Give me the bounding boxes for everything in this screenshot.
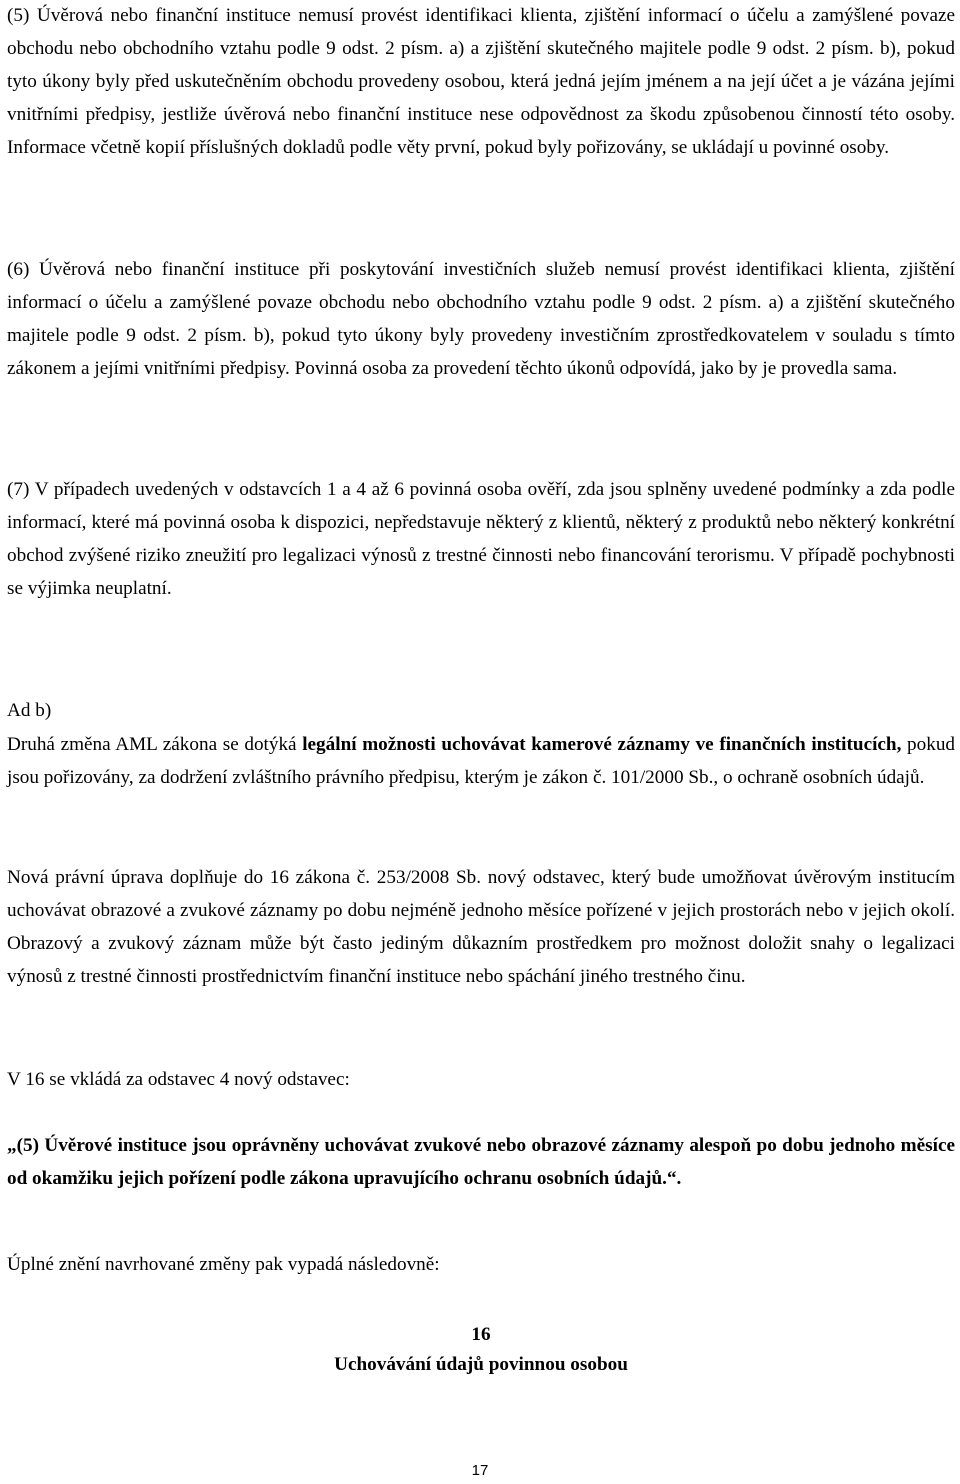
section-title: Uchovávání údajů povinnou osobou <box>334 1354 628 1375</box>
new-law-paragraph: Nová právní úprava doplňuje do 16 zákona č. 253/2008 Sb. nový odstavec, který bude umožňovat úvěrovým institucím uchovávat obrazové a zvukové záznamy po dobu nejméně jednoho měsíce pořízené v jejich prostorách nebo v jejich okolí. Obrazový a zvukový záznam může být často jediným důkazním prostředkem pro možnost doložit snahy o legalizaci výnosů z trestné činnosti prostřednictvím finanční instituce nebo spáchání jiného trestného činu. <box>7 867 955 987</box>
quoted-new-paragraph: „(5) Úvěrové instituce jsou oprávněny uchovávat zvukové nebo obrazové záznamy alespoň po dobu jednoho měsíce od okamžiku jejich pořízení podle zákona upravujícího ochranu osobních údajů.“. <box>7 1135 955 1189</box>
paragraph-6: (6) Úvěrová nebo finanční instituce při poskytování investičních služeb nemusí provést identifikaci klienta, zjištění informací o účelu a zamýšlené povaze obchodu nebo obchodního vztahu podle 9 odst. 2 písm. a) a zjištění skutečného majitele podle 9 odst. 2 písm. b), pokud tyto úkony byly provedeny investičním zprostředkovatelem v souladu s tímto zákonem a jejími vnitřními předpisy. Povinná osoba za provedení těchto úkonů odpovídá, jako by je provedla sama. <box>7 259 955 379</box>
ad-b-paragraph <box>7 729 955 795</box>
paragraph-5: (5) Úvěrová nebo finanční instituce nemusí provést identifikaci klienta, zjištění informací o účelu a zamýšlené povaze obchodu nebo obchodního vztahu podle 9 odst. 2 písm. a) a zjištění skutečného majitele podle 9 odst. 2 písm. b), pokud tyto úkony byly před uskutečněním obchodu provedeny osobou, která jedná jejím jménem a na její účet a je vázána jejími vnitřními předpisy, jestliže úvěrová nebo finanční instituce nese odpovědnost za škodu způsobenou činností této osoby. Informace včetně kopií příslušných dokladů podle věty první, pokud byly pořizovány, se ukládají u povinné osoby. <box>7 5 955 158</box>
page-number: 17 <box>471 1462 489 1479</box>
paragraph-7: (7) V případech uvedených v odstavcích 1 a 4 až 6 povinná osoba ověří, zda jsou splněny uvedené podmínky a zda podle informací, které má povinná osoba k dispozici, nepředstavuje některý z klientů, některý z produktů nebo některý konkrétní obchod zvýšené riziko zneužití pro legalizaci výnosů z trestné činnosti nebo financování terorismu. V případě pochybnosti se výjimka neuplatní. <box>7 479 955 599</box>
ad-b-bold-text: legální možnosti uchovávat kamerové záznamy ve finančních institucích, <box>302 734 902 755</box>
full-text-intro: Úplné znění navrhované změny pak vypadá následovně: <box>7 1254 440 1275</box>
section-mark: 16 <box>471 1324 491 1345</box>
section-16-intro: V 16 se vkládá za odstavec 4 nový odstavec: <box>7 1069 350 1090</box>
ad-b-text-end: pokud jsou pořizovány, za dodržení zvláštního právního předpisu, kterým je zákon č. 101/2000 Sb., o ochraně osobních údajů. <box>7 734 956 788</box>
ad-b-label: Ad b) <box>7 700 52 721</box>
ad-b-text-start: Druhá změna AML zákona se dotýká <box>7 734 303 755</box>
